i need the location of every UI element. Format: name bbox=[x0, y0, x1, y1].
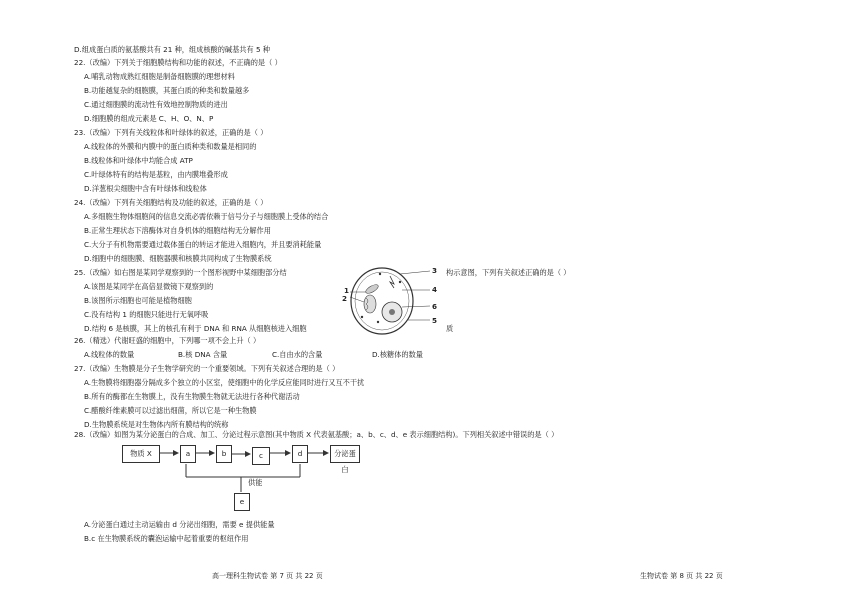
substance-x-box: 物质 X bbox=[122, 445, 160, 463]
cell-structure-figure bbox=[340, 262, 442, 340]
q21-option-d: D.组成蛋白质的氨基酸共有 21 种，组成核酸的碱基共有 5 种 bbox=[74, 45, 270, 54]
secreted-protein-box: 分泌蛋白 bbox=[330, 445, 360, 463]
figure-label-3: 3 bbox=[432, 266, 438, 275]
q24-stem: 24.（改编）下列有关细胞结构及功能的叙述，正确的是（ ） bbox=[74, 198, 268, 207]
q22-option-b: B.功能越复杂的细胞膜，其蛋白质的种类和数量越多 bbox=[84, 86, 250, 95]
q22-option-d: D.细胞膜的组成元素是 C、H、O、N、P bbox=[84, 114, 214, 123]
q22-option-a: A.哺乳动物成熟红细胞是制备细胞膜的理想材料 bbox=[84, 72, 235, 81]
energy-supply-label: 供能 bbox=[248, 478, 263, 487]
q27-stem: 27.（改编）生物膜是分子生物学研究的一个重要领域。下列有关叙述合理的是（ ） bbox=[74, 364, 340, 373]
q26-option-d: D.核糖体的数量 bbox=[372, 350, 423, 359]
q25-option-d-tail: 质 bbox=[446, 324, 454, 333]
q23-option-a: A.线粒体的外膜和内膜中的蛋白质种类和数量是相同的 bbox=[84, 142, 257, 151]
q25-option-a: A.该图是某同学在高倍显微镜下观察到的 bbox=[84, 282, 214, 291]
q23-stem: 23.（改编）下列有关线粒体和叶绿体的叙述，正确的是（ ） bbox=[74, 128, 268, 137]
footer-right-page-number: 生物试卷 第 8 页 共 22 页 bbox=[640, 572, 723, 580]
q25-stem: 25.（改编）如右图是某同学观察到的一个图形视野中某细胞部分结 bbox=[74, 268, 287, 277]
q28-option-b: B.c 在生物膜系统的囊泡运输中起着重要的枢纽作用 bbox=[84, 534, 249, 543]
q22-option-c: C.通过细胞膜的流动性有效地控制物质的进出 bbox=[84, 100, 228, 109]
q24-option-a: A.多细胞生物体细胞间的信息交流必需依赖于信号分子与细胞膜上受体的结合 bbox=[84, 212, 329, 221]
figure-label-2: 2 bbox=[342, 294, 348, 303]
q25-stem-tail: 构示意图，下列有关叙述正确的是（ ） bbox=[446, 268, 571, 277]
q26-option-a: A.线粒体的数量 bbox=[84, 350, 135, 359]
q24-option-c: C.大分子有机物需要通过载体蛋白的转运才能进入细胞内，并且要消耗能量 bbox=[84, 240, 322, 249]
q28-stem: 28.（改编）如图为某分泌蛋白的合成、加工、分泌过程示意图(其中物质 X 代表氨基酸；a、b、c、d、e 表示细胞结构)。下列相关叙述中错误的是（ ） bbox=[74, 430, 559, 439]
q27-option-d: D.生物膜系统是对生物体内所有膜结构的统称 bbox=[84, 420, 229, 429]
secretory-pathway-diagram bbox=[120, 440, 360, 514]
q24-option-d: D.细胞中的细胞膜、细胞器膜和核膜共同构成了生物膜系统 bbox=[84, 254, 272, 263]
structure-b-box: b bbox=[216, 445, 232, 463]
q26-option-b: B.核 DNA 含量 bbox=[178, 350, 228, 359]
q27-option-a: A.生物膜将细胞器分隔成多个独立的小区室，使细胞中的化学反应能同时进行又互不干扰 bbox=[84, 378, 365, 387]
q23-option-c: C.叶绿体特有的结构是基粒，由内膜堆叠形成 bbox=[84, 170, 228, 179]
q24-option-b: B.正常生理状态下溶酶体对自身机体的细胞结构无分解作用 bbox=[84, 226, 271, 235]
structure-e-box: e bbox=[234, 493, 250, 511]
q25-option-b: B.该图所示细胞也可能是植物细胞 bbox=[84, 296, 192, 305]
q28-option-a: A.分泌蛋白通过主动运输由 d 分泌出细胞，需要 e 提供能量 bbox=[84, 520, 275, 529]
q25-option-d: D.结构 6 是核膜，其上的核孔有利于 DNA 和 RNA 从细胞核进入细胞 bbox=[84, 324, 307, 333]
q22-stem: 22.（改编）下列关于细胞膜结构和功能的叙述，不正确的是（ ） bbox=[74, 58, 282, 67]
structure-d-box: d bbox=[292, 445, 308, 463]
structure-c-box: c bbox=[252, 447, 270, 465]
q26-stem: 26.（精选）代谢旺盛的细胞中，下列哪一项不会上升（ ） bbox=[74, 336, 261, 345]
figure-label-6: 6 bbox=[432, 302, 438, 311]
q27-option-c: C.醋酸纤维素膜可以过滤出细菌，所以它是一种生物膜 bbox=[84, 406, 257, 415]
q27-option-b: B.所有的酶都在生物膜上，没有生物膜生物就无法进行各种代谢活动 bbox=[84, 392, 300, 401]
footer-left-page-number: 高一理科生物试卷 第 7 页 共 22 页 bbox=[212, 572, 323, 580]
figure-label-1: 1 bbox=[344, 286, 350, 295]
q23-option-b: B.线粒体和叶绿体中均能合成 ATP bbox=[84, 156, 193, 165]
figure-label-4: 4 bbox=[432, 285, 438, 294]
figure-label-5: 5 bbox=[432, 316, 438, 325]
structure-a-box: a bbox=[180, 445, 196, 463]
q26-option-c: C.自由水的含量 bbox=[272, 350, 323, 359]
q25-option-c: C.没有结构 1 的细胞只能进行无氧呼吸 bbox=[84, 310, 209, 319]
q23-option-d: D.洋葱根尖细胞中含有叶绿体和线粒体 bbox=[84, 184, 207, 193]
